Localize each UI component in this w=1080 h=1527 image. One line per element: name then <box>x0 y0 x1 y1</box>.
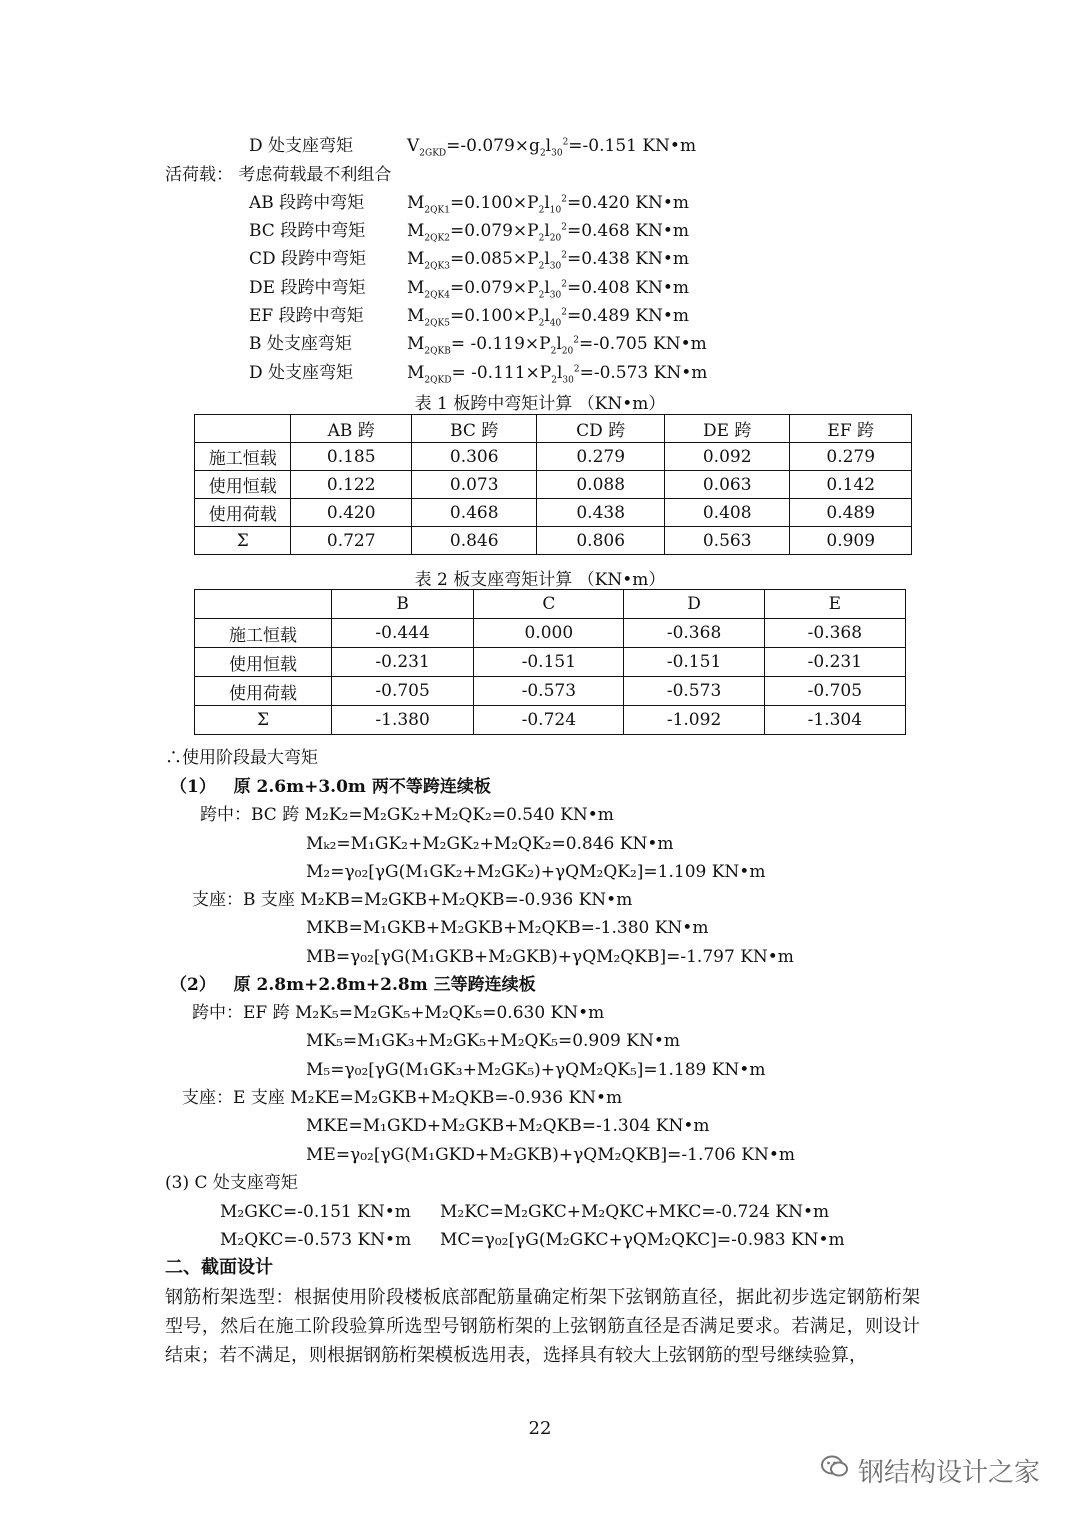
table-cell: -0.573 <box>624 677 764 706</box>
live-load-row <box>249 333 707 355</box>
live-load-formula: $M_{2QK5}=0.100\times P_2l_{40}^2=0.489$ KN•m <box>407 306 689 329</box>
s1-line4: 支座：B 支座 M₂KB=M₂GKB+M₂QKB=-0.936 KN•m <box>192 890 633 910</box>
table-cell: 0.420 <box>291 499 412 527</box>
section-1-heading: （1） 原 2.6m+3.0m 两不等跨连续板 <box>170 777 491 797</box>
table-header-row <box>195 415 912 443</box>
table-cell: 0.563 <box>664 527 789 555</box>
table-header-cell: E <box>764 590 905 619</box>
table-cell: -0.705 <box>764 677 905 706</box>
table-cell: -1.380 <box>331 706 473 735</box>
d-support-label: D 处支座弯矩 <box>249 136 354 156</box>
live-load-formula: $M_{2QKD}= -0.111\times P_2l_{30}^2=-0.573$ KN•m <box>407 363 708 386</box>
section-3-heading: (3) C 处支座弯矩 <box>165 1173 298 1193</box>
live-load-formula: $M_{2QK3}=0.085\times P_2l_{30}^2=0.438$ KN•m <box>407 249 689 272</box>
table-cell: 0.073 <box>411 471 536 499</box>
live-load-formula: $M_{2QK1}=0.100\times P_2l_{10}^2=0.420$ KN•m <box>407 193 689 216</box>
table-cell: 0.306 <box>411 443 536 471</box>
table-header-cell: DE 跨 <box>664 415 789 443</box>
s2-line6: ME=γ₀₂[γG(M₁GKD+M₂GKB)+γQM₂QKB]=-1.706 KN•m <box>306 1145 795 1165</box>
table-header-cell: B <box>331 590 473 619</box>
live-load-label: DE 段跨中弯矩 <box>249 278 366 298</box>
table1-caption: 表 1 板跨中弯矩计算 （KN•m） <box>414 394 666 414</box>
table-header-cell: CD 跨 <box>537 415 664 443</box>
s2-line2: MK₅=M₁GK₃+M₂GK₅+M₂QK₅=0.909 KN•m <box>306 1031 680 1051</box>
s3-a: M₂GKC=-0.151 KN•m <box>220 1202 411 1222</box>
section-2-heading: （2） 原 2.8m+2.8m+2.8m 三等跨连续板 <box>170 975 536 995</box>
watermark-text: 钢结构设计之家 <box>858 1458 1041 1488</box>
wechat-icon <box>820 1454 850 1487</box>
section-design-heading: 二、截面设计 <box>165 1257 273 1278</box>
table-row-label: 施工恒载 <box>195 619 332 648</box>
live-load-row <box>249 277 689 299</box>
live-load-row <box>249 362 707 384</box>
table-row <box>195 677 906 706</box>
table-row-label: 使用恒载 <box>195 471 291 499</box>
live-load-formula: $M_{2QKB}= -0.119\times P_2l_{20}^2=-0.705$ KN•m <box>407 334 707 357</box>
page-number: 22 <box>528 1418 552 1439</box>
usage-title: ∴使用阶段最大弯矩 <box>165 748 318 768</box>
table-header-cell: D <box>624 590 764 619</box>
table-row <box>195 648 906 677</box>
table-row <box>195 471 912 499</box>
d-support-dead-line <box>249 135 696 157</box>
live-load-label: BC 段跨中弯矩 <box>249 221 366 241</box>
watermark <box>820 1452 1040 1489</box>
table-cell: -0.368 <box>764 619 905 648</box>
table-row-label: 使用荷载 <box>195 677 332 706</box>
live-load-formula: $M_{2QK4}=0.079\times P_2l_{30}^2=0.408$ KN•m <box>407 278 689 301</box>
table-cell: 0.727 <box>291 527 412 555</box>
table-row <box>195 619 906 648</box>
live-load-title: 活荷载： 考虑荷载最不利组合 <box>165 165 392 185</box>
s1-line6: MB=γ₀₂[γG(M₁GKB+M₂GKB)+γQM₂QKB]=-1.797 KN•m <box>306 947 794 967</box>
table-cell: 0.806 <box>537 527 664 555</box>
live-load-row <box>249 305 689 327</box>
table2-caption: 表 2 板支座弯矩计算 （KN•m） <box>414 570 666 590</box>
table-row <box>195 499 912 527</box>
table-cell: 0.279 <box>790 443 912 471</box>
table-header-row <box>195 590 906 619</box>
table-cell: 0.185 <box>291 443 412 471</box>
live-load-label: D 处支座弯矩 <box>249 363 354 383</box>
s1-line2: Mₖ₂=M₁GK₂+M₂GK₂+M₂QK₂=0.846 KN•m <box>306 834 674 854</box>
table-cell: -1.092 <box>624 706 764 735</box>
table-cell: -0.231 <box>331 648 473 677</box>
table-header-cell <box>195 415 291 443</box>
table-row-label: Σ <box>195 706 332 735</box>
s3-c: M₂QKC=-0.573 KN•m <box>220 1230 412 1250</box>
live-load-row <box>249 192 689 214</box>
table-header-cell: BC 跨 <box>411 415 536 443</box>
d-support-formula: $V_{2GKD}=-0.079\times g_2l_{30}^2=-0.151$ KN•m <box>407 136 697 159</box>
table-cell: 0.489 <box>790 499 912 527</box>
table-header-cell: EF 跨 <box>790 415 912 443</box>
table-row <box>195 706 906 735</box>
s1-line1: 跨中：BC 跨 M₂K₂=M₂GK₂+M₂QK₂=0.540 KN•m <box>200 805 614 825</box>
s1-line3: M₂=γ₀₂[γG(M₁GK₂+M₂GK₂)+γQM₂QK₂]=1.109 KN•m <box>306 862 766 882</box>
table-cell: 0.909 <box>790 527 912 555</box>
s2-line1: 跨中：EF 跨 M₂K₅=M₂GK₅+M₂QK₅=0.630 KN•m <box>192 1003 605 1023</box>
table-header-cell: C <box>474 590 624 619</box>
live-load-label: AB 段跨中弯矩 <box>249 193 365 213</box>
table-row-label: Σ <box>195 527 291 555</box>
table-cell: -1.304 <box>764 706 905 735</box>
live-load-label: CD 段跨中弯矩 <box>249 249 367 269</box>
table1-midspan-moments <box>194 414 912 555</box>
table-row-label: 使用荷载 <box>195 499 291 527</box>
table-row <box>195 527 912 555</box>
live-load-row <box>249 248 689 270</box>
table-cell: -0.151 <box>624 648 764 677</box>
live-load-label: EF 段跨中弯矩 <box>249 306 364 326</box>
table-cell: -0.705 <box>331 677 473 706</box>
table-row-label: 施工恒载 <box>195 443 291 471</box>
table-cell: 0.279 <box>537 443 664 471</box>
table2-support-moments <box>194 589 906 735</box>
live-load-formula: $M_{2QK2}=0.079\times P_2l_{20}^2=0.468$ KN•m <box>407 221 689 244</box>
table-cell: 0.063 <box>664 471 789 499</box>
table-cell: 0.088 <box>537 471 664 499</box>
table-cell: -0.444 <box>331 619 473 648</box>
table-row-label: 使用恒载 <box>195 648 332 677</box>
table-cell: 0.000 <box>474 619 624 648</box>
live-load-row <box>249 220 689 242</box>
truss-selection-paragraph: 钢筋桁架选型：根据使用阶段楼板底部配筋量确定桁架下弦钢筋直径，据此初步选定钢筋桁架型号，然后在施工阶段验算所选型号钢筋桁架的上弦钢筋直径是否满足要求。若满足，则设计结束；若不满足，则根据钢筋桁架模板选用表，选择具有较大上弦钢筋的型号继续验算， <box>165 1287 920 1366</box>
table-cell: 0.142 <box>790 471 912 499</box>
table-cell: -0.368 <box>624 619 764 648</box>
table-cell: -0.724 <box>474 706 624 735</box>
s3-d: MC=γ₀₂[γG(M₂GKC+γQM₂QKC]=-0.983 KN•m <box>440 1230 845 1250</box>
table-cell: 0.468 <box>411 499 536 527</box>
s2-line3: M₅=γ₀₂[γG(M₁GK₃+M₂GK₅)+γQM₂QK₅]=1.189 KN•m <box>306 1060 766 1080</box>
table-cell: -0.151 <box>474 648 624 677</box>
s3-b: M₂KC=M₂GKC+M₂QKC+MKC=-0.724 KN•m <box>440 1202 830 1222</box>
table-cell: -0.231 <box>764 648 905 677</box>
s2-line4: 支座：E 支座 M₂KE=M₂GKB+M₂QKB=-0.936 KN•m <box>182 1088 623 1108</box>
table-header-cell <box>195 590 332 619</box>
live-load-label: B 处支座弯矩 <box>249 334 352 354</box>
s1-line5: MKB=M₁GKB+M₂GKB+M₂QKB=-1.380 KN•m <box>306 918 709 938</box>
table-cell: 0.122 <box>291 471 412 499</box>
table-cell: 0.438 <box>537 499 664 527</box>
table-row <box>195 443 912 471</box>
table-cell: 0.092 <box>664 443 789 471</box>
table-cell: 0.846 <box>411 527 536 555</box>
table-header-cell: AB 跨 <box>291 415 412 443</box>
s2-line5: MKE=M₁GKD+M₂GKB+M₂QKB=-1.304 KN•m <box>306 1116 710 1136</box>
table-cell: -0.573 <box>474 677 624 706</box>
table-cell: 0.408 <box>664 499 789 527</box>
